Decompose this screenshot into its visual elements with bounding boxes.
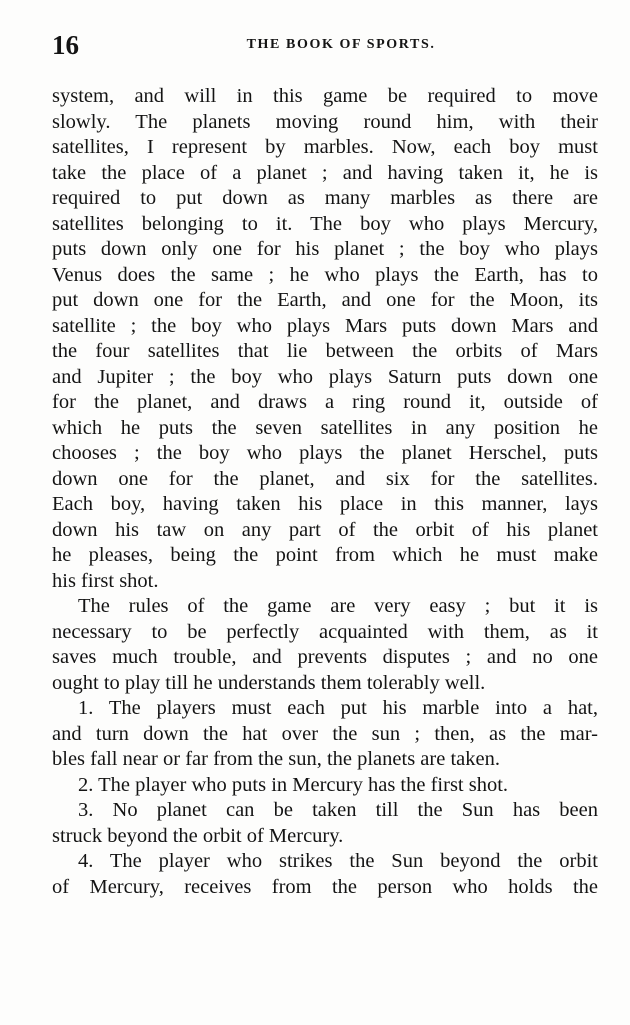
- text-line: which he puts the seven satellites in any position he: [52, 416, 598, 439]
- text-line: bles fall near or far from the sun, the planets are taken.: [52, 748, 500, 770]
- running-title: THE BOOK OF SPORTS.: [246, 37, 436, 52]
- text-line: necessary to be perfectly acquainted with them, as it: [52, 620, 598, 643]
- text-line: ought to play till he understands them tolerably well.: [52, 671, 486, 694]
- text-line: required to put down as many marbles as there are: [52, 187, 598, 209]
- text-line: and Jupiter ; the boy who plays Saturn puts down one: [52, 365, 598, 388]
- text-line: put down one for the Earth, and one for the Moon, its: [52, 289, 598, 311]
- text-line: satellite ; the boy who plays Mars puts down Mars and: [52, 314, 598, 337]
- running-head: [52, 30, 598, 60]
- text-line: his first shot.: [52, 569, 159, 592]
- page-number: 16: [52, 30, 79, 60]
- text-line: Each boy, having taken his place in this manner, lays: [52, 493, 598, 515]
- text-line: The rules of the game are very easy ; but it is: [78, 595, 598, 617]
- text-line: and turn down the hat over the sun ; then, as the mar-: [52, 722, 598, 745]
- rule-item-text: 1. The players must each put his marble into a hat,: [78, 697, 598, 719]
- text-line: satellites belonging to it. The boy who plays Mercury,: [52, 212, 598, 235]
- text-line: Venus does the same ; he who plays the Earth, has to: [52, 263, 598, 286]
- text-line: take the place of a planet ; and having taken it, he is: [52, 161, 598, 184]
- rule-item-text: 3. No planet can be taken till the Sun has been: [78, 799, 598, 821]
- text-line: the four satellites that lie between the orbits of Mars: [52, 340, 598, 362]
- rule-item-text: 4. The player who strikes the Sun beyond the orbit: [78, 850, 598, 872]
- text-line: for the planet, and draws a ring round it, outside of: [52, 391, 598, 413]
- text-line: slowly. The planets moving round him, with their: [52, 110, 598, 133]
- rule-item-text: 2. The player who puts in Mercury has the first shot.: [78, 773, 509, 796]
- text-line: of Mercury, receives from the person who holds the: [52, 875, 598, 898]
- text-line: down one for the planet, and six for the satellites.: [52, 467, 598, 490]
- text-line: he pleases, being the point from which he must make: [52, 544, 598, 566]
- text-line: system, and will in this game be required to move: [52, 85, 598, 107]
- text-line: chooses ; the boy who plays the planet Herschel, puts: [52, 442, 598, 464]
- text-line: down his taw on any part of the orbit of his planet: [52, 518, 598, 541]
- text-line: saves much trouble, and prevents disputes ; and no one: [52, 646, 598, 668]
- text-line: struck beyond the orbit of Mercury.: [52, 824, 344, 847]
- text-line: puts down only one for his planet ; the boy who plays: [52, 238, 598, 260]
- body-text: [52, 84, 598, 900]
- text-line: satellites, I represent by marbles. Now, each boy must: [52, 136, 598, 158]
